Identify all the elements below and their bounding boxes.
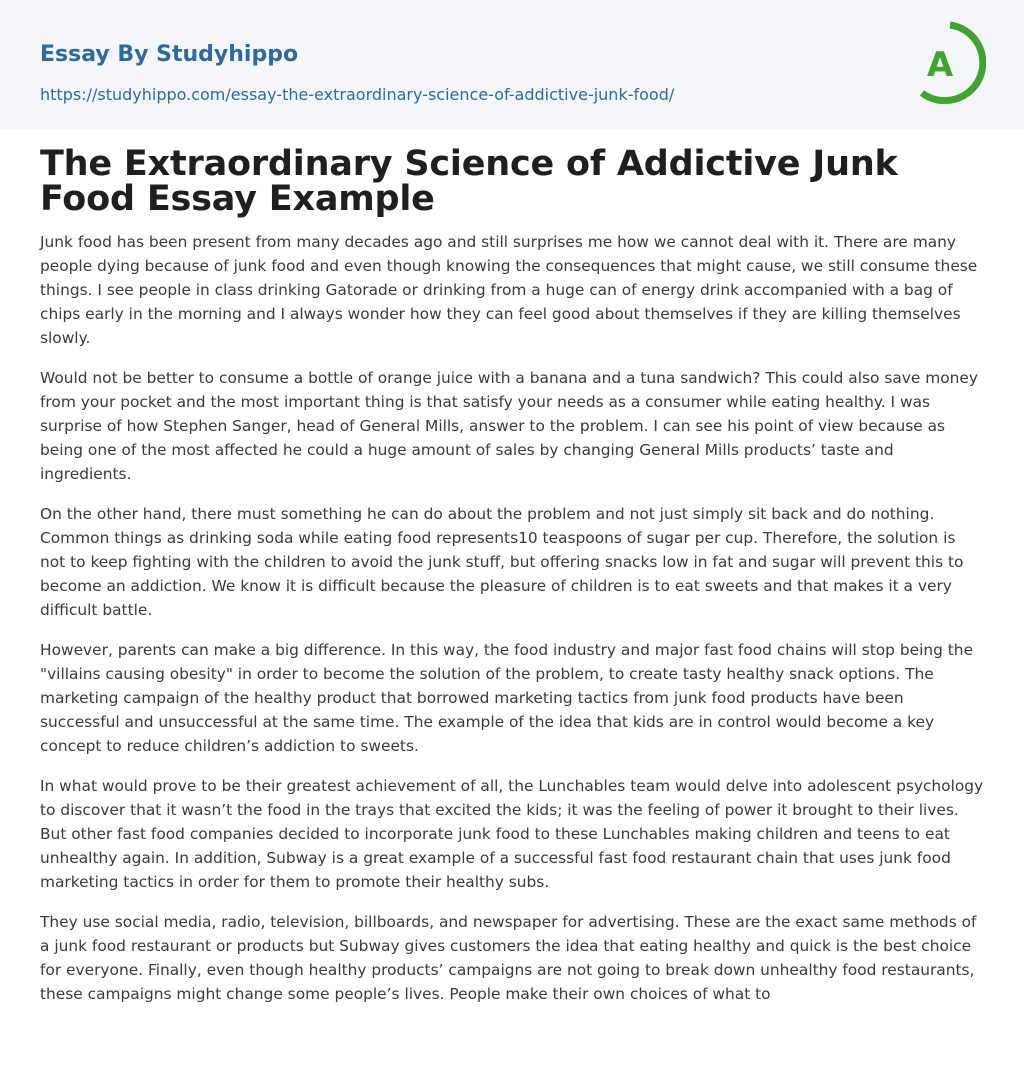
essay-paragraph: On the other hand, there must something he can do about the problem and not just simply sit back and do nothing. Common things as drinking soda while eating food represents10 teaspoons of sugar per cup. Therefore, the solution is not to keep fighting with the children to avoid the junk stuff, but offering snacks low in fat and sugar will prevent this to become an addiction. We know it is difficult because the pleasure of children is to eat sweets and that makes it a very difficult battle. [40,505,964,619]
page-title: The Extraordinary Science of Addictive Junk Food Essay Example [40,144,898,219]
essay-paragraph: They use social media, radio, television, billboards, and newspaper for advertising. These are the exact same methods of a junk food restaurant or products but Subway gives customers the idea that eating healthy and quick is the best choice for everyone. Finally, even though healthy products’ campaigns are not going to break down unhealthy food restaurants, these campaigns might change some people’s lives. People make their own choices of what to [40,913,977,1003]
essay-paragraph: Junk food has been present from many decades ago and still surprises me how we cannot deal with it. There are many people dying because of junk food and even though knowing the consequences that might cause, we still consume these things. I see people in class drinking Gatorade or drinking from a huge can of energy drink accompanied with a bag of chips early in the morning and I always wonder how they can feel good about themselves if they are killing themselves slowly. [40,233,978,347]
page-url-link[interactable]: https://studyhippo.com/essay-the-extraordinary-science-of-addictive-junk-food/ [40,85,675,104]
logo-letter: A [926,45,954,85]
essay-paragraph: Would not be better to consume a bottle of orange juice with a banana and a tuna sandwich? This could also save money from your pocket and the most important thing is that satisfy your needs as a consumer while eating healthy. I was surprise of how Stephen Sanger, head of General Mills, answer to the problem. I can see his point of view because as being one of the most affected he could a huge amount of sales by changing General Mills products’ taste and ingredients. [40,369,978,483]
site-brand[interactable]: Essay By Studyhippo [40,42,299,67]
essay-paragraph: In what would prove to be their greatest achievement of all, the Lunchables team would delve into adolescent psychology to discover that it wasn’t the food in the trays that excited the kids; it was the feeling of power it brought to their lives. But other fast food companies decided to incorporate junk food to these Lunchables making children and teens to eat unhealthy again. In addition, Subway is a great example of a successful fast food restaurant chain that uses junk food marketing tactics in order for them to promote their healthy subs. [40,777,984,891]
studyhippo-logo-icon[interactable] [914,20,986,106]
article-content [0,144,1024,1006]
essay-paragraph: However, parents can make a big difference. In this way, the food industry and major fast food chains will stop being the "villains causing obesity" in order to become the solution of the problem, to create tasty healthy snack options. The marketing campaign of the healthy product that borrowed marketing tactics from junk food products have been successful and unsuccessful at the same time. The example of the idea that kids are in control would become a key concept to reduce children’s addiction to sweets. [40,641,974,755]
site-header [0,0,1024,129]
